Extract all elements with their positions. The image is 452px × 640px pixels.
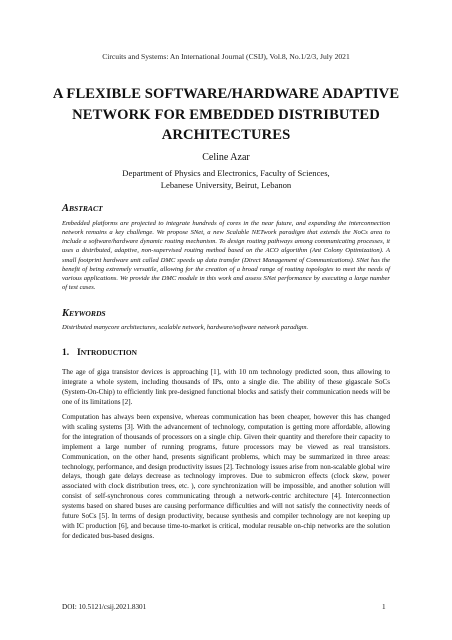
intro-paragraph-1: The age of giga transistor devices is approaching [1], with 10 nm technology predicted soon, thus allowing to integrate a whole system, including thousands of IPs, onto a single die. The ability of these gigascale SoCs (System-On-Chip) to efficiently link pre-designed functional blocks and satisfy their communication needs will be one of its limitations [2]. [62,368,390,406]
keywords-heading [62,308,106,319]
footer-doi: DOI: 10.5121/csij.2021.8301 [62,603,147,611]
section-number: 1. [62,348,70,358]
page-number: 1 [382,603,386,611]
paper-title [40,84,412,146]
intro-paragraph-2: Computation has always been expensive, whereas communication has been cheaper, however this has changed with scaling systems [3]. With the advancement of technology, computation is getting more affordable, allowing for the integration of thousands of processors on a single chip. Given their quantity and therefore their capacity to implement a large number of running programs, future processors may be viewed as real transistors. Communication, on the other hand, presents significant problems, which may be summarized in three areas: technology, performance, and design productivity issues [2]. Technology issues arise from non-scalable global wire delays, though gate delays decrease as technology improves. Due to submicron effects (clock skew, power associated with clock distribution trees, etc. ), core synchronization will be impossible, and another solution will consist of self-synchronous cores communicating through a network-centric architecture [4]. Interconnection systems based on shared buses are causing performance difficulties and will not satisfy the connectivity needs of future SoCs [5]. In terms of design productivity, because synthesis and compiler technology are not keeping up with IC production [6], and because time-to-market is critical, modular reusable on-chip networks are the solution for dedicated bus-based designs. [62,413,390,540]
abstract-heading-rest: BSTRACT [68,204,103,213]
title-line-1: A FLEXIBLE SOFTWARE/HARDWARE ADAPTIVE [52,86,400,102]
keywords-heading-rest: EYWORDS [68,309,106,318]
section-heading-rest: NTRODUCTION [80,348,137,357]
keywords-heading-first: K [62,308,69,319]
affiliation-line-2: Lebanese University, Beirut, Lebanon [160,179,292,190]
journal-header: Circuits and Systems: An International Journal (CSIJ), Vol.8, No.1/2/3, July 2021 [102,52,350,61]
author-name: Celine Azar [202,152,250,163]
author-affiliation [0,168,452,191]
title-line-2: NETWORK FOR EMBEDDED DISTRIBUTED [72,106,380,123]
section-heading-introduction [62,348,137,358]
title-line-3: ARCHITECTURES [161,127,291,143]
keywords-text: Distributed manycore architectures, scalable network, hardware/software network paradigm. [62,324,309,331]
section-heading-first: I [77,348,81,358]
affiliation-line-1: Department of Physics and Electronics, Faculty of Sciences, [122,168,330,178]
abstract-heading-first: A [62,203,69,214]
abstract-heading [62,203,103,214]
abstract-text: Embedded platforms are projected to integrate hundreds of cores in the near future, and expanding the interconnection network remains a key challenge. We propose SNet, a new Scalable NETwork paradigm that extends the NoCs area to include a software/hardware dynamic routing mechanism. To design routing pathways among communicating processes, it uses a distributed, adaptive, non-supervised routing method based on the ACO algorithm (Ant Colony Optimization). A small footprint hardware unit called DMC speeds up data transfer (Direct Management of Communications). SNet has the benefit of being extremely versatile, allowing for the creation of a broad range of routing topologies to meet the needs of various applications. We provide the DMC module in this work and assess SNet performance by executing a large number of test cases. [62,220,390,292]
